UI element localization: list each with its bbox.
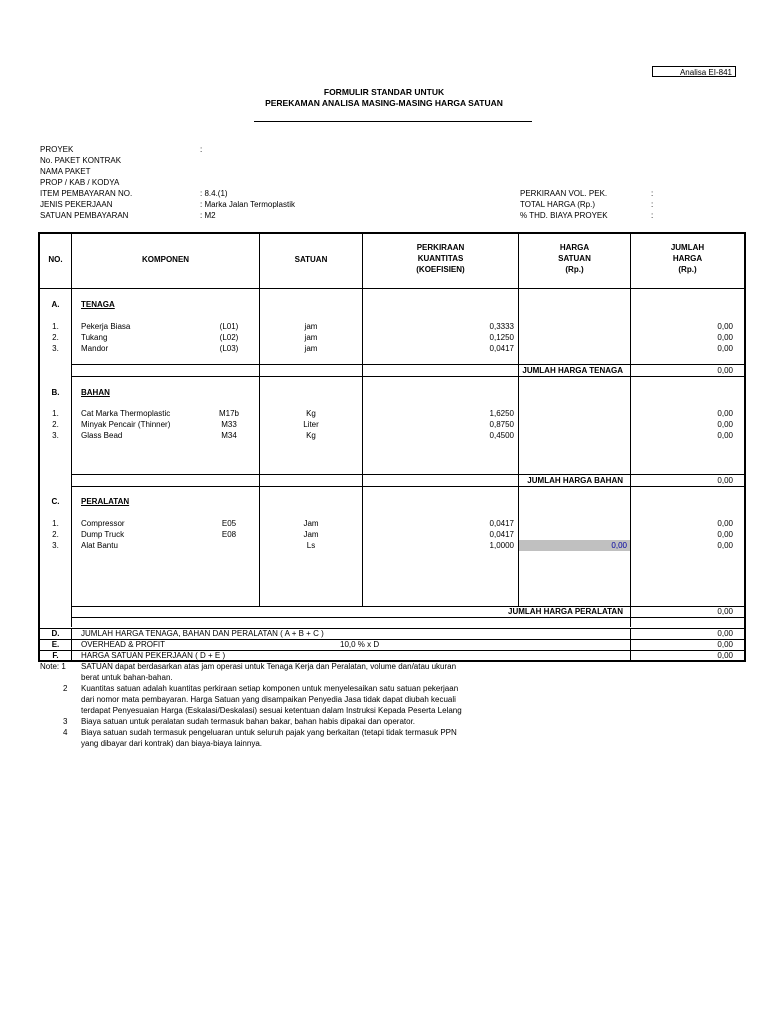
row-komponen: Glass Bead: [81, 431, 123, 440]
info-vol-value: :: [651, 189, 654, 198]
form-code: Analisa EI-841: [652, 66, 736, 77]
total-f-label: HARGA SATUAN PEKERJAAN ( D + E ): [81, 651, 226, 660]
row-satuan: Ls: [306, 541, 316, 550]
total-e-letter: E.: [51, 640, 60, 649]
row-komponen: Compressor: [81, 519, 125, 528]
row-no: 3.: [52, 431, 59, 440]
row-kuantitas: 0,0417: [489, 519, 514, 528]
row-kuantitas: 0,0417: [489, 344, 514, 353]
row-satuan: Jam: [303, 530, 319, 539]
row-komponen: Minyak Pencair (Thinner): [81, 420, 171, 429]
col-header-komponen: KOMPONEN: [141, 255, 190, 264]
title-underline: [254, 121, 532, 122]
row-no: 2.: [52, 420, 59, 429]
row-jumlah: 0,00: [717, 541, 733, 550]
section-b-title: BAHAN: [81, 388, 110, 397]
section-a-sum-value: 0,00: [717, 366, 733, 375]
row-kuantitas: 0,3333: [489, 322, 514, 331]
row-satuan: Kg: [306, 431, 316, 440]
row-komponen: Alat Bantu: [81, 541, 118, 550]
info-prop-label: PROP / KAB / KODYA: [40, 178, 120, 187]
info-item-label: ITEM PEMBAYARAN NO.: [40, 189, 133, 198]
row-code: E05: [221, 519, 237, 528]
note-4-line-2: yang dibayar dari kontrak) dan biaya-biaya lainnya.: [81, 739, 262, 748]
section-a-sum-label: JUMLAH HARGA TENAGA: [522, 366, 623, 375]
row-kuantitas: 0,1250: [489, 333, 514, 342]
row-kuantitas: 0,4500: [489, 431, 514, 440]
note-2-line-1: Kuantitas satuan adalah kuantitas perkiraan setiap komponen untuk menyelesaikan satu satuan pekerjaan: [81, 684, 459, 693]
row-code: M33: [221, 420, 237, 429]
row-no: 1.: [52, 409, 59, 418]
row-code: (L01): [219, 322, 239, 331]
row-jumlah: 0,00: [717, 519, 733, 528]
info-total-label: TOTAL HARGA (Rp.): [520, 200, 595, 209]
row-komponen: Tukang: [81, 333, 108, 342]
total-e-label: OVERHEAD & PROFIT: [81, 640, 166, 649]
row-kuantitas: 1,6250: [489, 409, 514, 418]
section-c-sum-label: JUMLAH HARGA PERALATAN: [508, 607, 623, 616]
col-header-harga-1: HARGA: [559, 243, 590, 252]
row-komponen: Dump Truck: [81, 530, 125, 539]
col-header-perkiraan-1: PERKIRAAN: [416, 243, 465, 252]
notes-prefix: Note: 1: [40, 662, 66, 671]
row-jumlah: 0,00: [717, 409, 733, 418]
row-komponen: Pekerja Biasa: [81, 322, 131, 331]
row-satuan: jam: [304, 333, 318, 342]
row-jumlah: 0,00: [717, 344, 733, 353]
note-3-number: 3: [63, 717, 68, 726]
row-code: (L03): [219, 344, 239, 353]
total-d-letter: D.: [51, 629, 60, 638]
row-code: E08: [221, 530, 237, 539]
col-header-harga-3: (Rp.): [565, 265, 584, 274]
note-4-number: 4: [63, 728, 68, 737]
info-paket-label: No. PAKET KONTRAK: [40, 156, 122, 165]
row-no: 2.: [52, 333, 59, 342]
total-d-value: 0,00: [717, 629, 733, 638]
info-nama-label: NAMA PAKET: [40, 167, 91, 176]
info-satuan-label: SATUAN PEMBAYARAN: [40, 211, 129, 220]
note-2-line-2: dari nomor mata pembayaran. Harga Satuan yang disampaikan Penyedia Jasa tidak dapat diubah kecuali: [81, 695, 456, 704]
info-item-value: : 8.4.(1): [200, 189, 228, 198]
note-2-line-3: terdapat Penyesuaian Harga (Eskalasi/Deskalasi) sesuai ketentuan dalam Instruksi Kepada Peserta Lelang: [81, 706, 462, 715]
col-header-harga-2: SATUAN: [558, 254, 591, 263]
info-proyek-label: PROYEK: [40, 145, 74, 154]
row-satuan: Kg: [306, 409, 316, 418]
row-jumlah: 0,00: [717, 322, 733, 331]
total-f-value: 0,00: [717, 651, 733, 660]
row-komponen: Cat Marka Thermoplastic: [81, 409, 171, 418]
info-persen-label: % THD. BIAYA PROYEK: [520, 211, 608, 220]
row-satuan: Liter: [303, 420, 319, 429]
col-header-satuan: SATUAN: [294, 255, 328, 264]
total-d-label: JUMLAH HARGA TENAGA, BAHAN DAN PERALATAN ( A + B + C ): [81, 629, 324, 638]
row-code: M17b: [218, 409, 239, 418]
total-e-value: 0,00: [717, 640, 733, 649]
row-code: M34: [221, 431, 237, 440]
row-kuantitas: 1,0000: [489, 541, 514, 550]
row-no: 2.: [52, 530, 59, 539]
row-jumlah: 0,00: [717, 333, 733, 342]
row-satuan: jam: [304, 344, 318, 353]
row-no: 3.: [52, 541, 59, 550]
row-jumlah: 0,00: [717, 420, 733, 429]
row-code: (L02): [219, 333, 239, 342]
total-e-percent: 10,0 % x D: [340, 640, 380, 649]
col-header-jumlah-1: JUMLAH: [670, 243, 705, 252]
note-3-line-1: Biaya satuan untuk peralatan sudah termasuk bahan bakar, bahan habis dipakai dan operator.: [81, 717, 416, 726]
section-c-title: PERALATAN: [81, 497, 130, 506]
section-c-sum-value: 0,00: [717, 607, 733, 616]
row-no: 3.: [52, 344, 59, 353]
info-persen-value: :: [651, 211, 654, 220]
info-satuan-value: : M2: [200, 211, 216, 220]
total-f-letter: F.: [52, 651, 59, 660]
info-proyek-value: :: [200, 145, 203, 154]
row-no: 1.: [52, 519, 59, 528]
row-jumlah: 0,00: [717, 530, 733, 539]
row-harga-satuan: 0,00: [611, 541, 627, 550]
section-a-letter: A.: [51, 300, 60, 309]
form-title-line1: FORMULIR STANDAR UNTUK: [323, 87, 445, 97]
col-header-perkiraan-2: KUANTITAS: [417, 254, 464, 263]
form-title-line2: PEREKAMAN ANALISA MASING-MASING HARGA SATUAN: [265, 98, 503, 108]
col-header-perkiraan-3: (KOEFISIEN): [416, 265, 465, 274]
section-c-letter: C.: [51, 497, 60, 506]
section-a-title: TENAGA: [81, 300, 115, 309]
col-header-jumlah-2: HARGA: [672, 254, 703, 263]
section-b-sum-label: JUMLAH HARGA BAHAN: [527, 476, 623, 485]
note-1-line-2: berat untuk bahan-bahan.: [81, 673, 173, 682]
col-header-jumlah-3: (Rp.): [678, 265, 697, 274]
row-no: 1.: [52, 322, 59, 331]
info-total-value: :: [651, 200, 654, 209]
row-kuantitas: 0,8750: [489, 420, 514, 429]
info-vol-label: PERKIRAAN VOL. PEK.: [520, 189, 608, 198]
section-b-sum-value: 0,00: [717, 476, 733, 485]
col-header-no: NO.: [48, 255, 63, 264]
row-jumlah: 0,00: [717, 431, 733, 440]
row-satuan: Jam: [303, 519, 319, 528]
row-kuantitas: 0,0417: [489, 530, 514, 539]
note-4-line-1: Biaya satuan sudah termasuk pengeluaran untuk seluruh pajak yang berkaitan (tetapi tidak termasuk PPN: [81, 728, 457, 737]
row-satuan: jam: [304, 322, 318, 331]
row-komponen: Mandor: [81, 344, 109, 353]
note-2-number: 2: [63, 684, 68, 693]
note-1-line-1: SATUAN dapat berdasarkan atas jam operasi untuk Tenaga Kerja dan Peralatan, volume dan/atau ukuran: [81, 662, 457, 671]
info-jenis-label: JENIS PEKERJAAN: [40, 200, 113, 209]
section-b-letter: B.: [51, 388, 60, 397]
info-jenis-value: : Marka Jalan Termoplastik: [200, 200, 295, 209]
